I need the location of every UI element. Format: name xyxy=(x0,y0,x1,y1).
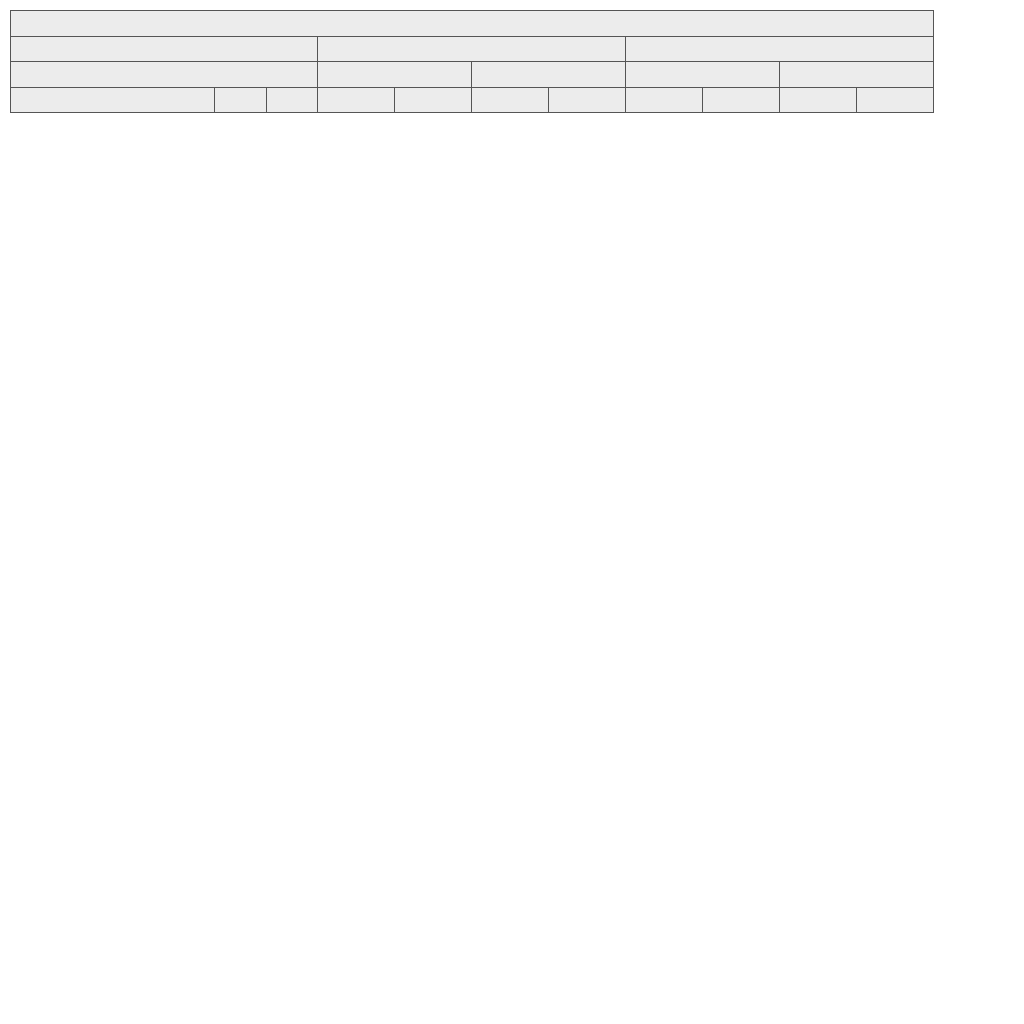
average-header xyxy=(318,36,626,62)
comparison-statistics-table xyxy=(10,10,934,113)
site-info-header xyxy=(11,62,318,88)
table-title xyxy=(11,11,934,37)
colorbar xyxy=(948,24,1018,364)
stddev-high-mode-header xyxy=(780,62,934,88)
average-low-mode-header xyxy=(318,62,472,88)
standard-deviation-header xyxy=(626,36,934,62)
oblique2-header xyxy=(395,87,472,113)
city-state-header xyxy=(11,87,215,113)
id-header xyxy=(215,87,267,113)
average-high-mode-header xyxy=(472,62,626,88)
colorbar-gradient xyxy=(951,28,964,346)
oblique1-header xyxy=(318,87,395,113)
oblique1-header xyxy=(626,87,703,113)
freq-header xyxy=(267,87,318,113)
date-range xyxy=(11,36,318,62)
oblique2-header xyxy=(703,87,780,113)
oblique1-header xyxy=(780,87,857,113)
oblique2-header xyxy=(857,87,934,113)
oblique1-header xyxy=(472,87,549,113)
oblique2-header xyxy=(549,87,626,113)
stddev-low-mode-header xyxy=(626,62,780,88)
